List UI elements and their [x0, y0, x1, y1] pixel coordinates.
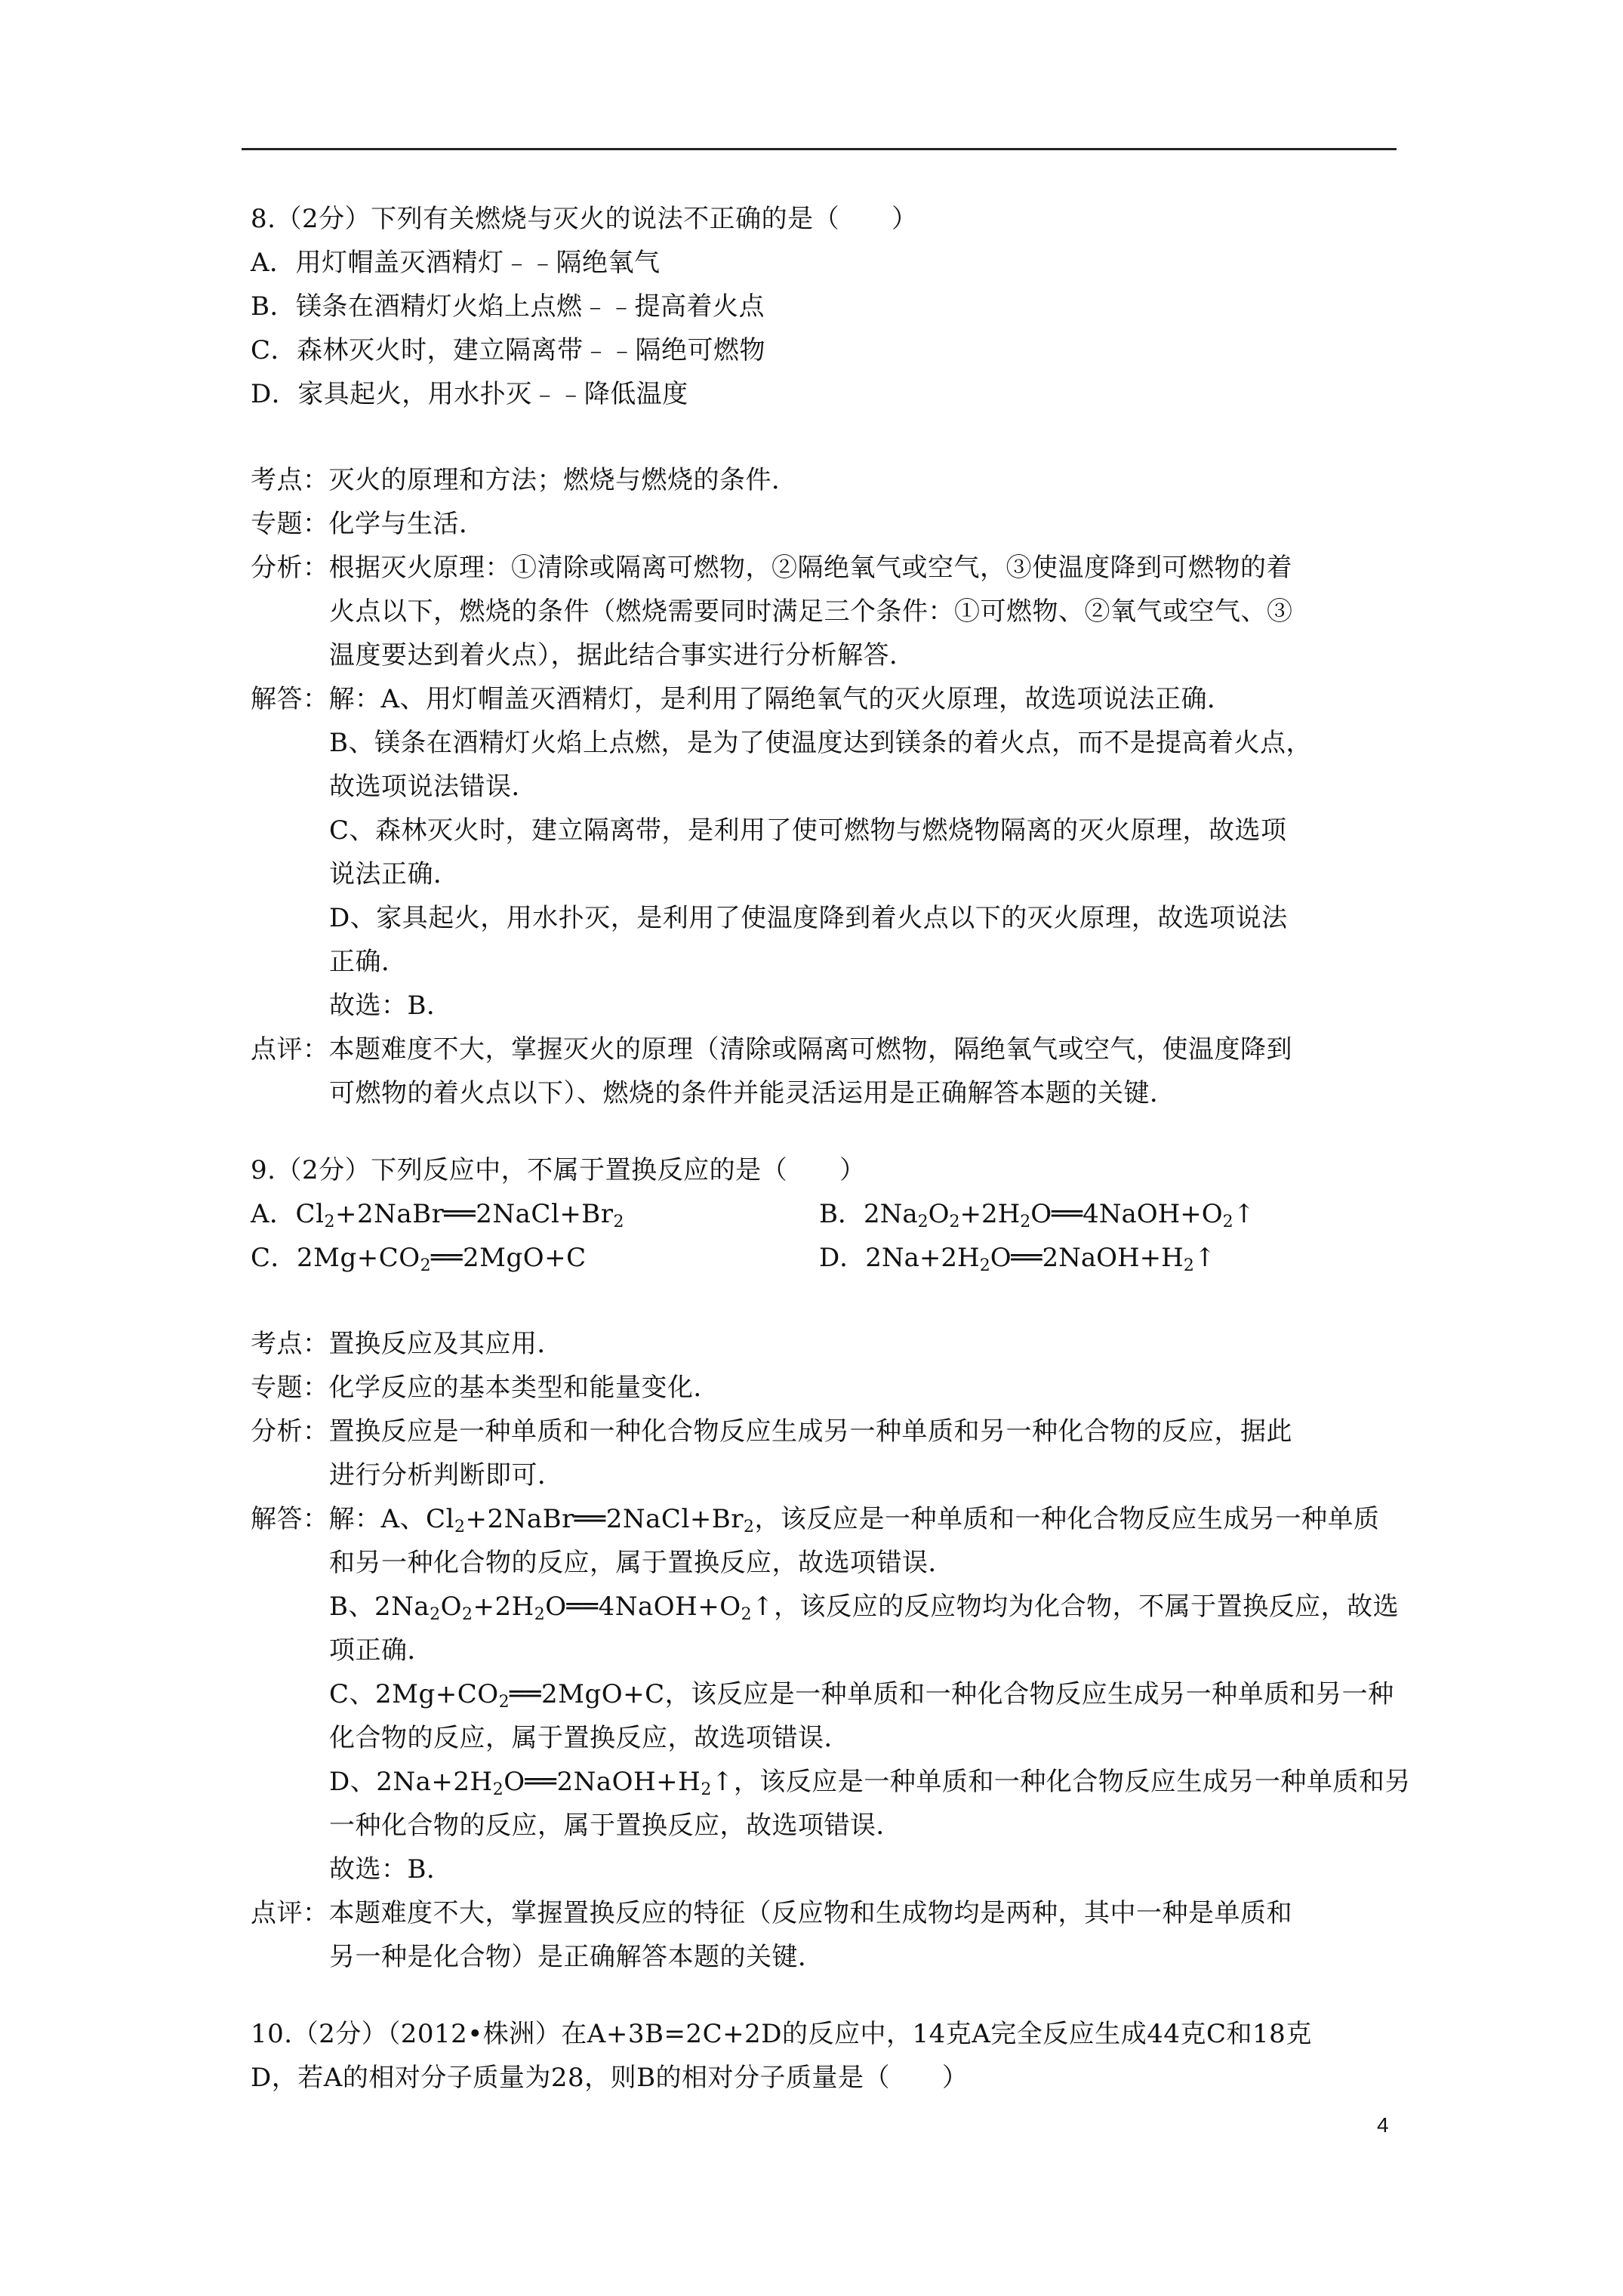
q9-option-d: D．$2Na+2H_2O══2NaOH+H_2↑$	[819, 1243, 1216, 1275]
q8-zhuanti: 专题：化学与生活．	[251, 509, 485, 539]
q9-jieda-b-line2: 项正确．	[329, 1635, 433, 1666]
q8-option-a: A．用灯帽盖灭酒精灯﹣﹣隔绝氧气	[251, 248, 661, 278]
q8-fenxi-line: 火点以下，燃烧的条件（燃烧需要同时满足三个条件：①可燃物、②氧气或空气、③	[329, 596, 1293, 627]
q8-dianping-line: 点评：本题难度不大，掌握灭火的原理（清除或隔离可燃物，隔绝氧气或空气，使温度降到	[251, 1034, 1292, 1065]
q9-dianping-line: 另一种是化合物）是正确解答本题的关键．	[329, 1942, 824, 1972]
q9-answer: 故选：B．	[329, 1854, 453, 1885]
q9-kaodian: 考点：置换反应及其应用．	[251, 1329, 563, 1359]
q9-jieda-d-line2: 一种化合物的反应，属于置换反应，故选项错误．	[329, 1811, 902, 1841]
q9-option-b: B．$2Na_2O_2+2H_2O══4NaOH+O_2↑$	[819, 1199, 1255, 1231]
q8-fenxi-line: 温度要达到着火点），据此结合事实进行分析解答．	[329, 640, 916, 670]
q9-option-c: C．$2Mg+CO_2══2MgO+C$	[251, 1243, 587, 1275]
q8-jieda-line: 说法正确．	[329, 859, 460, 889]
q8-fenxi-line: 分析：根据灭火原理：①清除或隔离可燃物，②隔绝氧气或空气，③使温度降到可燃物的着	[251, 553, 1292, 583]
q10-stem-line1: 10.（2分）（2012•株洲）在A+3B=2C+2D的反应中，14克A完全反应生成44克C和18克	[251, 2019, 1312, 2049]
q8-jieda-line: C、森林灭火时，建立隔离带，是利用了使可燃物与燃烧物隔离的灭火原理，故选项	[329, 815, 1287, 846]
q10-stem-line2: D，若A的相对分子质量为28，则B的相对分子质量是（ ）	[251, 2063, 969, 2093]
q8-jieda-line: 解答：解：A、用灯帽盖灭酒精灯，是利用了隔绝氧气的灭火原理，故选项说法正确．	[251, 684, 1233, 714]
q9-jieda-d-line1: D、$2Na+2H_2O══2NaOH+H_2↑$，该反应是一种单质和一种化合物反应生成另一种单质和另	[329, 1767, 1411, 1799]
q9-fenxi-line: 进行分析判断即可．	[329, 1460, 564, 1490]
q8-kaodian: 考点：灭火的原理和方法；燃烧与燃烧的条件．	[251, 465, 798, 495]
q9-jieda-a-line1: 解答：解：A、$Cl_2+2NaBr══2NaCl+Br_2$，该反应是一种单质和一种化合物反应生成另一种单质	[251, 1504, 1380, 1536]
q9-jieda-c-line1: C、$2Mg+CO_2══2MgO+C$，该反应是一种单质和一种化合物反应生成另一种单质和另一种	[329, 1679, 1394, 1712]
q9-dianping-line: 点评：本题难度不大，掌握置换反应的特征（反应物和生成物均是两种，其中一种是单质和	[251, 1898, 1292, 1928]
q8-jieda-line: B、镁条在酒精灯火焰上点燃，是为了使温度达到镁条的着火点，而不是提高着火点，	[329, 728, 1312, 758]
q8-jieda-line: D、家具起火，用水扑灭，是利用了使温度降到着火点以下的灭火原理，故选项说法	[329, 903, 1288, 933]
q8-option-b: B．镁条在酒精灯火焰上点燃﹣﹣提高着火点	[251, 291, 765, 322]
q8-option-c: C．森林灭火时，建立隔离带﹣﹣隔绝可燃物	[251, 335, 766, 365]
header-rule	[242, 148, 1397, 150]
q9-stem: 9.（2分）下列反应中，不属于置换反应的是（ ）	[251, 1155, 866, 1185]
q9-fenxi-line: 分析：置换反应是一种单质和一种化合物反应生成另一种单质和另一种化合物的反应，据此	[251, 1416, 1292, 1447]
page-number: 4	[1377, 2113, 1389, 2137]
q8-dianping-line: 可燃物的着火点以下）、燃烧的条件并能灵活运用是正确解答本题的关键．	[329, 1078, 1176, 1108]
q9-jieda-c-line2: 化合物的反应，属于置换反应，故选项错误．	[329, 1723, 850, 1753]
q8-answer: 故选：B．	[329, 991, 453, 1021]
q9-jieda-b-line1: B、$2Na_2O_2+2H_2O══4NaOH+O_2↑$，该反应的反应物均为化合物，不属于置换反应，故选	[329, 1592, 1400, 1624]
q9-zhuanti: 专题：化学反应的基本类型和能量变化．	[251, 1373, 719, 1403]
q9-jieda-a-line2: 和另一种化合物的反应，属于置换反应，故选项错误．	[329, 1548, 954, 1578]
q8-option-d: D．家具起火，用水扑灭﹣﹣降低温度	[251, 379, 688, 409]
q8-jieda-line: 故选项说法错误．	[329, 772, 537, 802]
q9-option-a: A．$Cl_2+2NaBr══2NaCl+Br_2$	[251, 1199, 625, 1231]
q8-stem: 8.（2分）下列有关燃烧与灭火的说法不正确的是（ ）	[251, 204, 918, 234]
q8-jieda-line: 正确．	[329, 947, 408, 977]
